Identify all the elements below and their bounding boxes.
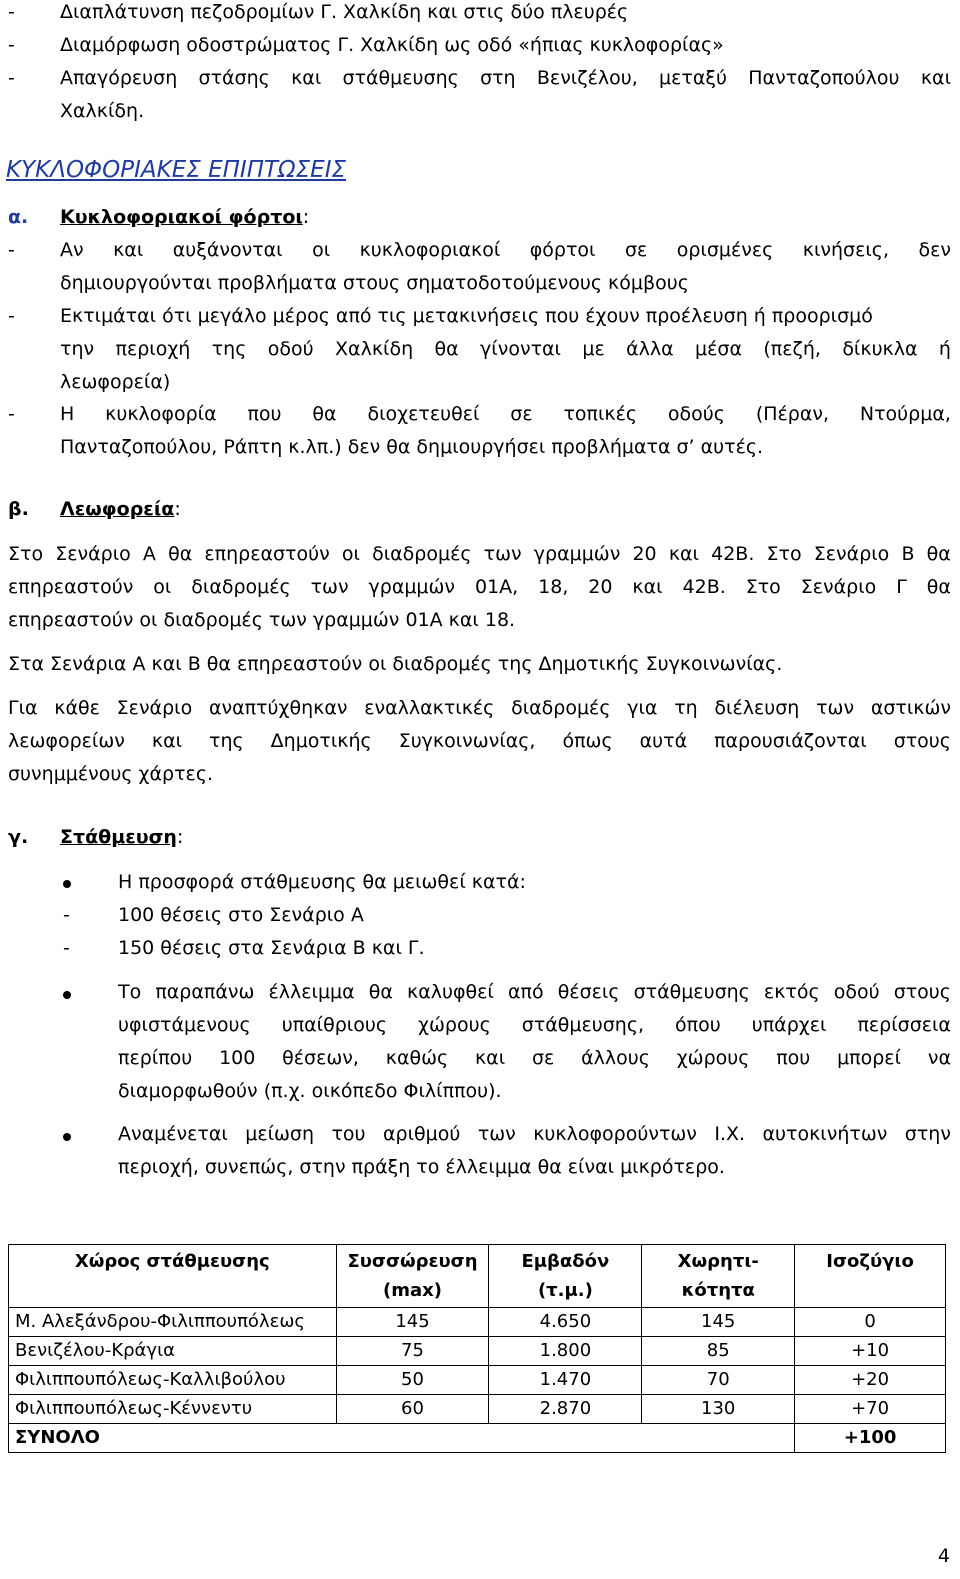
intro-item: Διαπλάτυνση πεζοδρομίων Γ. Χαλκίδη και στις δύο πλευρές — [60, 1, 629, 23]
word: γραμμών — [368, 576, 456, 598]
word: οδού — [267, 338, 314, 360]
cell-accum: 75 — [336, 1337, 489, 1366]
buses-p1-line3: επηρεαστούν οι διαδρομές των γραμμών 01Α και 18. — [8, 609, 516, 631]
dash-marker: - — [8, 305, 15, 327]
parking-bullet2-line4: διαμορφωθούν (π.χ. οικόπεδο Φιλίππου). — [118, 1080, 502, 1102]
word: Σενάριο — [55, 543, 131, 565]
word: κυκλοφορούντων — [533, 1123, 697, 1145]
parking-bullet2-line2 — [118, 1009, 951, 1042]
word: κινήσεις, — [802, 239, 889, 261]
word: οδού — [833, 981, 880, 1003]
word: οι — [153, 576, 172, 598]
traffic-item3-line2: Πανταζοπούλου, Ράπτη κ.λπ.) δεν θα δημιουργήσει προβλήματα σ’ αυτές. — [60, 436, 764, 458]
word: αυτά — [639, 730, 688, 752]
cell-capacity: 85 — [642, 1337, 795, 1366]
word: σε — [531, 1047, 555, 1069]
word: Σενάριο — [800, 576, 877, 598]
word: 01Α, — [474, 576, 519, 598]
parking-bullet3-line1 — [118, 1118, 951, 1151]
buses-p3-line2 — [8, 725, 951, 758]
word: Πανταζοπούλου — [748, 67, 900, 89]
word: που — [776, 1047, 811, 1069]
word: εναλλακτικές — [364, 697, 495, 719]
dash-marker: - — [8, 67, 15, 89]
cell-total-balance: +100 — [795, 1424, 946, 1453]
word: που — [247, 403, 282, 425]
cell-area: 1.470 — [489, 1366, 642, 1395]
dash-marker: - — [8, 403, 15, 425]
cell-total-label: ΣΥΝΟΛΟ — [9, 1424, 795, 1453]
word: και — [291, 67, 322, 89]
word: στάσης — [198, 67, 270, 89]
word: στους — [893, 981, 951, 1003]
word: Αν — [60, 239, 84, 261]
table-row — [9, 1337, 946, 1366]
word: 100 — [219, 1047, 256, 1069]
word: 18, — [538, 576, 569, 598]
header-balance: Ισοζύγιο — [826, 1251, 914, 1272]
intro-item-justified — [60, 62, 951, 95]
cell-capacity: 70 — [642, 1366, 795, 1395]
word: στάθμευσης — [633, 981, 750, 1003]
word: όπως — [562, 730, 613, 752]
parking-bullet1-sub1: 100 θέσεις στο Σενάριο Α — [118, 904, 364, 926]
word: ορισμένες — [676, 239, 774, 261]
table-header-row — [9, 1245, 946, 1308]
parking-bullet2-line3 — [118, 1042, 951, 1075]
word: στάθμευσης, — [521, 1014, 645, 1036]
cell-place: Φιλιππουπόλεως-Κέννεντυ — [9, 1395, 337, 1424]
header-accum: Συσσώρευση — [347, 1251, 478, 1272]
header-capacity: Χωρητι- — [677, 1251, 759, 1272]
word: τοπικές — [563, 403, 638, 425]
word: της — [209, 730, 244, 752]
word: υπαίθριους — [281, 1014, 387, 1036]
word: αστικών — [870, 697, 951, 719]
cell-area: 4.650 — [489, 1308, 642, 1337]
word: Σενάριο — [116, 697, 193, 719]
word: όπου — [675, 1014, 721, 1036]
word: καθώς — [385, 1047, 449, 1069]
word: κάθε — [54, 697, 100, 719]
word: Στο — [766, 543, 802, 565]
word: και — [920, 67, 951, 89]
word: Δημοτικής — [270, 730, 372, 752]
word: περίσσεια — [857, 1014, 951, 1036]
word: θέσεις — [557, 981, 620, 1003]
cell-balance: +10 — [795, 1337, 946, 1366]
word: άλλους — [581, 1047, 650, 1069]
cell-area: 1.800 — [489, 1337, 642, 1366]
intro-item-continuation: Χαλκίδη. — [60, 100, 145, 122]
cell-capacity: 145 — [642, 1308, 795, 1337]
word: Ι.Χ. — [714, 1123, 746, 1145]
word: στην — [904, 1123, 951, 1145]
word: Γ — [896, 576, 907, 598]
word: στη — [480, 67, 516, 89]
word: επηρεαστούν — [204, 543, 330, 565]
word: θα — [168, 543, 193, 565]
traffic-item1-line1 — [60, 234, 951, 267]
word: κυκλοφορία — [105, 403, 217, 425]
table-row — [9, 1308, 946, 1337]
word: Α — [142, 543, 156, 565]
buses-title: Λεωφορεία — [60, 498, 175, 520]
subsection-marker: α. — [8, 206, 29, 228]
cell-balance: 0 — [795, 1308, 946, 1337]
word: 20 — [588, 576, 613, 598]
word: και — [668, 543, 699, 565]
word: θα — [312, 403, 337, 425]
word: παραπάνω — [155, 981, 255, 1003]
word: Το — [118, 981, 142, 1003]
word: θα — [368, 981, 393, 1003]
word: και — [113, 239, 144, 261]
word: την — [60, 338, 95, 360]
buses-p1-line1 — [8, 538, 951, 571]
word: οδούς — [667, 403, 725, 425]
buses-p2: Στα Σενάρια Α και Β θα επηρεαστούν οι διαδρομές της Δημοτικής Συγκοινωνίας. — [8, 653, 783, 675]
dash-marker: - — [63, 904, 70, 926]
word: οι — [312, 239, 331, 261]
traffic-item3-line1 — [60, 398, 951, 431]
word: Απαγόρευση — [60, 67, 178, 89]
bullet-icon — [63, 1133, 71, 1141]
word: και — [474, 1047, 506, 1069]
word: θέσεων, — [282, 1047, 359, 1069]
word: θα — [434, 338, 459, 360]
header-cell — [489, 1245, 642, 1308]
word: οι — [341, 543, 360, 565]
cell-place: Μ. Αλεξάνδρου-Φιλιππουπόλεως — [9, 1308, 337, 1337]
word: λεωφορείων — [8, 730, 125, 752]
cell-capacity: 130 — [642, 1395, 795, 1424]
subsection-marker: γ. — [8, 826, 29, 848]
word: με — [582, 338, 605, 360]
cell-balance: +20 — [795, 1366, 946, 1395]
header-capacity-cont: κότητα — [681, 1280, 755, 1301]
word: στους — [893, 730, 951, 752]
word: από — [507, 981, 544, 1003]
cell-balance: +70 — [795, 1395, 946, 1424]
word: αριθμού — [383, 1123, 461, 1145]
word: τη — [674, 697, 698, 719]
table-row — [9, 1395, 946, 1424]
word: αναπτύχθηκαν — [208, 697, 348, 719]
header-cell — [642, 1245, 795, 1308]
word: Για — [8, 697, 38, 719]
word: Σενάριο — [813, 543, 890, 565]
word: των — [483, 543, 522, 565]
cell-accum: 60 — [336, 1395, 489, 1424]
header-area-unit: (τ.μ.) — [537, 1280, 593, 1301]
word: διέλευση — [714, 697, 800, 719]
word: 42Β. — [711, 543, 755, 565]
parking-bullet1-sub2: 150 θέσεις στα Σενάρια Β και Γ. — [118, 937, 425, 959]
header-area: Εμβαδόν — [521, 1251, 610, 1272]
traffic-title: Κυκλοφοριακοί φόρτοι — [60, 206, 303, 228]
word: γραμμών — [533, 543, 621, 565]
word: 42Β. — [682, 576, 726, 598]
word: να — [927, 1047, 951, 1069]
word: Βενιζέλου, — [536, 67, 638, 89]
word: δεν — [918, 239, 951, 261]
cell-accum: 50 — [336, 1366, 489, 1395]
buses-p3-line1 — [8, 692, 951, 725]
word: διαδρομές — [191, 576, 291, 598]
word: του — [331, 1123, 366, 1145]
dash-marker: - — [8, 34, 15, 56]
bullet-icon — [63, 880, 71, 888]
cell-place: Φιλιππουπόλεως-Καλλιβούλου — [9, 1366, 337, 1395]
bullet-icon — [63, 991, 71, 999]
word: των — [310, 576, 349, 598]
cell-area: 2.870 — [489, 1395, 642, 1424]
traffic-item2-line3: λεωφορεία) — [60, 371, 171, 393]
word: θα — [926, 543, 951, 565]
word: καλυφθεί — [407, 981, 494, 1003]
dash-marker: - — [8, 1, 15, 23]
word: υπάρχει — [751, 1014, 827, 1036]
subsection-marker: β. — [8, 498, 29, 520]
traffic-item2-line1: Εκτιμάται ότι μεγάλο μέρος από τις μετακινήσεις που έχουν προέλευση ή προορισμό — [60, 305, 873, 327]
header-place: Χώρος στάθμευσης — [74, 1251, 270, 1272]
word: παρουσιάζονται — [714, 730, 867, 752]
header-cell — [336, 1245, 489, 1308]
word: άλλα — [626, 338, 674, 360]
word: Η — [60, 403, 75, 425]
word: μπορεί — [837, 1047, 902, 1069]
parking-title: Στάθμευση — [60, 826, 177, 848]
word: αυτοκινήτων — [762, 1123, 888, 1145]
word: μέσα — [695, 338, 742, 360]
table-row — [9, 1366, 946, 1395]
word: Β — [901, 543, 915, 565]
dash-marker: - — [63, 937, 70, 959]
parking-bullet3-line2: περιοχή, συνεπώς, στην πράξη το έλλειμμα θα είναι μικρότερο. — [118, 1156, 725, 1178]
buses-p1-line2 — [8, 571, 951, 604]
word: Χαλκίδη — [335, 338, 414, 360]
word: της — [211, 338, 247, 360]
word: (πεζή, — [763, 338, 821, 360]
word: αυξάνονται — [172, 239, 283, 261]
word: επηρεαστούν — [8, 576, 134, 598]
word: Ντούρμα, — [859, 403, 951, 425]
word: 20 — [632, 543, 657, 565]
word: και — [632, 576, 663, 598]
subsection-title-traffic: Κυκλοφοριακοί φόρτοι: — [60, 206, 310, 228]
header-accum-unit: (max) — [383, 1280, 442, 1301]
word: περίπου — [118, 1047, 193, 1069]
cell-accum: 145 — [336, 1308, 489, 1337]
subsection-title-buses: Λεωφορεία: — [60, 498, 181, 520]
word: μεταξύ — [659, 67, 727, 89]
word: σε — [624, 239, 648, 261]
word: μείωση — [245, 1123, 315, 1145]
cell-place: Βενιζέλου-Κράγια — [9, 1337, 337, 1366]
word: των — [477, 1123, 516, 1145]
word: Στο — [8, 543, 44, 565]
traffic-item1-line2: δημιουργούνται προβλήματα στους σηματοδοτούμενους κόμβους — [60, 272, 689, 294]
word: εκτός — [763, 981, 820, 1003]
parking-bullet2-line1 — [118, 976, 951, 1009]
word: (Πέραν, — [755, 403, 830, 425]
word: χώρους — [418, 1014, 491, 1036]
word: θα — [926, 576, 951, 598]
word: Συγκοινωνίας, — [398, 730, 536, 752]
word: διαδρομές — [372, 543, 472, 565]
header-cell — [9, 1245, 337, 1308]
word: ή — [938, 338, 951, 360]
word: έλλειμμα — [268, 981, 355, 1003]
word: και — [151, 730, 183, 752]
subsection-title-parking: Στάθμευση: — [60, 826, 184, 848]
word: Στο — [745, 576, 781, 598]
word: για — [627, 697, 658, 719]
word: γίνονται — [480, 338, 561, 360]
word: σε — [510, 403, 533, 425]
word: υφιστάμενους — [118, 1014, 251, 1036]
traffic-item2-line2 — [60, 333, 951, 366]
word: διαδρομές — [511, 697, 611, 719]
word: στάθμευσης — [342, 67, 459, 89]
page-number: 4 — [937, 1545, 950, 1567]
word: περιοχή — [115, 338, 191, 360]
intro-item: Διαμόρφωση οδοστρώματος Γ. Χαλκίδη ως οδό «ήπιας κυκλοφορίας» — [60, 34, 724, 56]
header-cell — [795, 1245, 946, 1308]
word: των — [816, 697, 855, 719]
word: Αναμένεται — [118, 1123, 228, 1145]
word: χώρους — [676, 1047, 750, 1069]
buses-p3-line3: συνημμένους χάρτες. — [8, 763, 214, 785]
dash-marker: - — [8, 239, 15, 261]
table-total-row — [9, 1424, 946, 1453]
word: φόρτοι — [529, 239, 596, 261]
parking-table — [8, 1244, 946, 1453]
section-heading: ΚΥΚΛΟΦΟΡΙΑΚΕΣ ΕΠΙΠΤΩΣΕΙΣ — [6, 157, 347, 183]
parking-bullet1: Η προσφορά στάθμευσης θα μειωθεί κατά: — [118, 871, 526, 893]
word: διοχετευθεί — [367, 403, 480, 425]
word: κυκλοφοριακοί — [359, 239, 501, 261]
word: δίκυκλα — [842, 338, 918, 360]
